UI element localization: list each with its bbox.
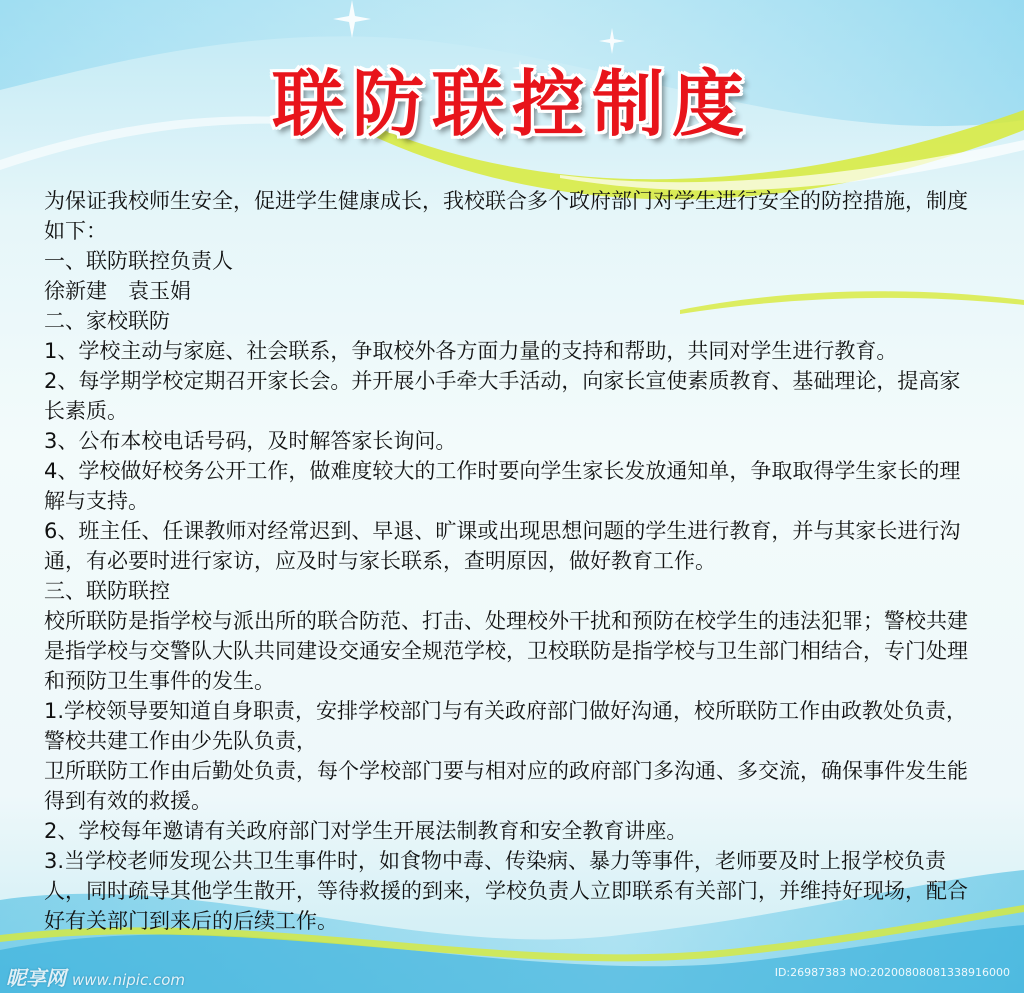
watermark-logo (6, 962, 185, 991)
watermark-url: www.nipic.com (72, 971, 186, 989)
list-item: 3、公布本校电话号码，及时解答家长询问。 (44, 429, 457, 453)
list-item: 2、每学期学校定期召开家长会。并开展小手牵大手活动，向家长宣使素质教育、基础理论，提高家长素质。 (44, 369, 961, 423)
list-item: 4、学校做好校务公开工作，做难度较大的工作时要向学生家长发放通知单，争取取得学生家长的理解与支持。 (44, 459, 961, 513)
body-paragraph: 校所联防是指学校与派出所的联合防范、打击、处理校外干扰和预防在校学生的违法犯罪；警校共建是指学校与交警队大队共同建设交通安全规范学校，卫校联防是指学校与卫生部门相结合，专门处理和预防卫生事件的发生。 (44, 609, 968, 693)
watermark-logo-text: 昵享网 (6, 966, 66, 990)
list-item: 1、学校主动与家庭、社会联系，争取校外各方面力量的支持和帮助，共同对学生进行教育。 (44, 339, 898, 363)
section-heading: 一、联防联控负责人 (44, 249, 233, 273)
intro-paragraph: 为保证我校师生安全，促进学生健康成长，我校联合多个政府部门对学生进行安全的防控措施，制度如下： (44, 189, 968, 243)
section-heading: 二、家校联防 (44, 309, 170, 333)
section-heading: 三、联防联控 (44, 579, 170, 603)
body-paragraph: 卫所联防工作由后勤处负责，每个学校部门要与相对应的政府部门多沟通、多交流，确保事件发生能得到有效的救援。 (44, 759, 968, 813)
list-item: 1.学校领导要知道自身职责，安排学校部门与有关政府部门做好沟通，校所联防工作由政教处负责，警校共建工作由少先队负责， (44, 699, 968, 753)
watermark-id: ID:26987383 NO:20200808081338916000 (774, 966, 1010, 979)
list-item: 3.当学校老师发现公共卫生事件时，如食物中毒、传染病、暴力等事件，老师要及时上报学校负责人，同时疏导其他学生散开，等待救援的到来，学校负责人立即联系有关部门，并维持好现场，配合好有关部门到来后的后续工作。 (44, 849, 968, 933)
responsible-persons: 徐新建 袁玉娟 (44, 279, 191, 303)
list-item: 2、学校每年邀请有关政府部门对学生开展法制教育和安全教育讲座。 (44, 819, 688, 843)
list-item: 6、班主任、任课教师对经常迟到、早退、旷课或出现思想问题的学生进行教育，并与其家长进行沟通，有必要时进行家访，应及时与家长联系，查明原因，做好教育工作。 (44, 519, 961, 573)
document-body (44, 186, 979, 936)
page-title: 联防联控制度 (271, 62, 752, 146)
